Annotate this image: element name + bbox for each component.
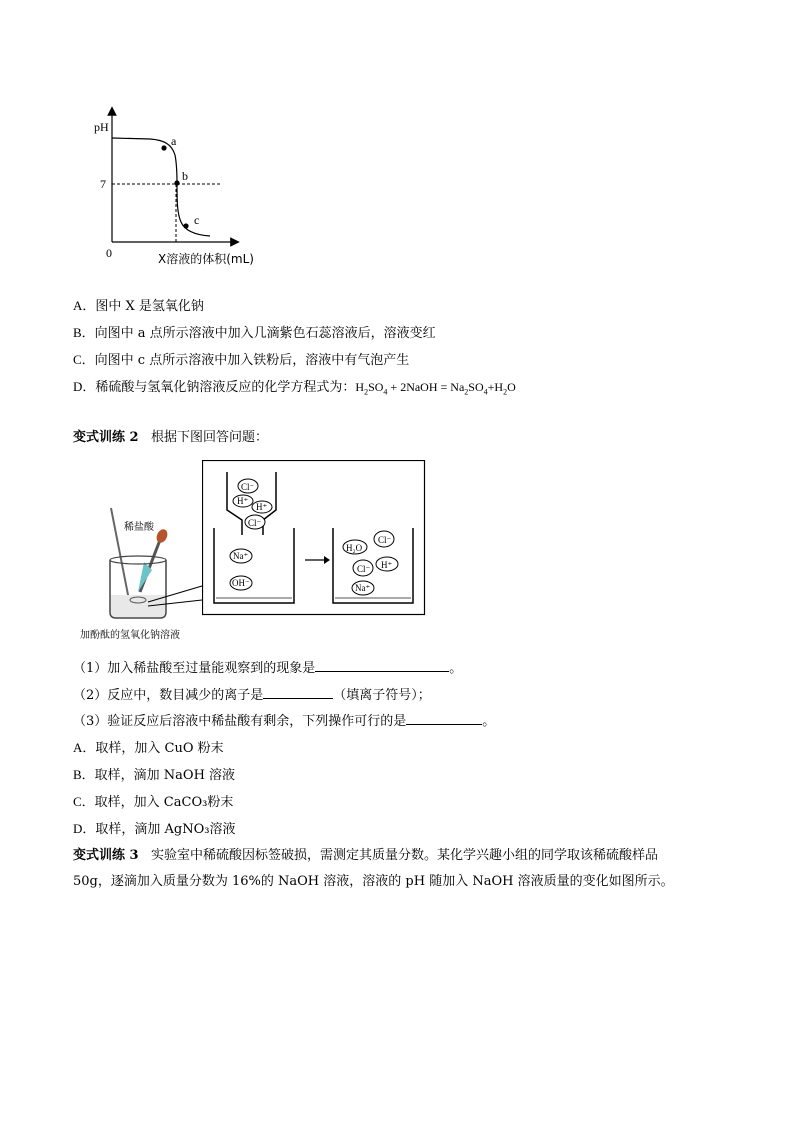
origin-label: 0 (106, 246, 112, 260)
answer-blank-3[interactable] (406, 712, 482, 725)
ex2-option-c: C．取样，加入 CaCO₃粉末 (73, 794, 234, 810)
ex2-heading (73, 429, 268, 447)
svg-text:Na⁺: Na⁺ (355, 583, 371, 593)
ion-na-left (230, 549, 252, 563)
svg-text:H₂O: H₂O (346, 543, 363, 553)
ion-oh-left (230, 576, 252, 590)
ex3-line1: 变式训练 3 实验室中稀硫酸因标签破损，需测定其质量分数。某化学兴趣小组的同学取该稀硫酸样品 (73, 848, 658, 863)
svg-text:Cl⁻: Cl⁻ (357, 564, 371, 574)
ion-h-1 (233, 495, 253, 507)
q1-option-d: D．稀硫酸与氢氧化钠溶液反应的化学方程式为：$H_2SO_4$ + 2NaOH = $Na_2SO_4+H_2O$ (73, 379, 516, 397)
svg-text:OH⁻: OH⁻ (232, 578, 250, 588)
ex2-option-b: B．取样，滴加 NaOH 溶液 (73, 767, 236, 783)
dropper-bulb (155, 528, 170, 545)
ex2-q3: （3）验证反应后溶液中稀盐酸有剩余，下列操作可行的是 。 (73, 714, 496, 729)
svg-text:Na⁺: Na⁺ (233, 551, 249, 561)
ion-h-2 (252, 501, 272, 513)
beaker-figure (78, 500, 203, 645)
ex3-line2: 50g，逐滴加入质量分数为 16%的 NaOH 溶液，溶液的 pH 随加入 NaOH 溶液质量的变化如图所示。 (73, 874, 674, 889)
beaker-rim (110, 556, 166, 564)
q1-option-b: B．向图中 a 点所示溶液中加入几滴紫色石蕊溶液后，溶液变红 (73, 325, 436, 341)
ion-cl-2 (245, 515, 265, 529)
ion-cl-1 (238, 479, 258, 493)
svg-text:H⁺: H⁺ (237, 496, 249, 506)
point-a-marker (161, 145, 166, 150)
ex3-title: 变式训练 3 (73, 848, 139, 863)
ex2-q2: （2）反应中，数目减少的离子是 （填离子符号）； (73, 688, 431, 703)
molecule-h2o (343, 540, 367, 554)
point-a-label: a (171, 134, 177, 148)
x-axis-label: X溶液的体积(mL) (158, 252, 254, 266)
ion-na-right (352, 581, 374, 595)
ph-graph (90, 105, 290, 275)
ex2-option-a: A．取样，加入 CuO 粉末 (73, 740, 224, 756)
svg-text:H⁺: H⁺ (381, 560, 393, 570)
svg-text:Cl⁻: Cl⁻ (241, 482, 255, 492)
tick-7-label: 7 (100, 177, 106, 191)
ex2-q1: （1）加入稀盐酸至过量能观察到的现象是 。 (73, 661, 463, 676)
ion-cl-right-1 (374, 531, 394, 547)
svg-text:Cl⁻: Cl⁻ (378, 535, 392, 545)
svg-text:Cl⁻: Cl⁻ (248, 518, 262, 528)
y-axis-label: pH (94, 120, 109, 134)
ion-cl-right-2 (353, 560, 373, 576)
q1-option-a: A．图中 X 是氢氧化钠 (73, 298, 204, 314)
q1-option-c: C．向图中 c 点所示溶液中加入铁粉后，溶液中有气泡产生 (73, 352, 410, 368)
answer-blank-2[interactable] (263, 686, 333, 699)
dropper-label: 稀盐酸 (124, 522, 154, 533)
reaction-diagram (202, 460, 426, 616)
beaker-label: 加酚酞的氢氧化钠溶液 (80, 630, 180, 641)
ion-h-right (376, 557, 398, 571)
ex2-title: 变式训练 2 (73, 430, 139, 445)
point-c-label: c (194, 213, 200, 227)
ex2-option-d: D．取样，滴加 AgNO₃溶液 (73, 821, 236, 837)
dropper-tube (140, 540, 160, 592)
q1-equation: $H_2SO_4$ + 2NaOH = $Na_2SO_4+H_2O$ (355, 380, 516, 397)
svg-text:H⁺: H⁺ (256, 502, 268, 512)
point-c-marker (183, 223, 188, 228)
answer-blank-1[interactable] (315, 659, 449, 672)
point-b-label: b (182, 169, 188, 183)
ex2-prompt: 根据下图回答问题： (150, 430, 268, 445)
point-b-marker (174, 180, 179, 185)
beaker-solution (111, 595, 165, 617)
